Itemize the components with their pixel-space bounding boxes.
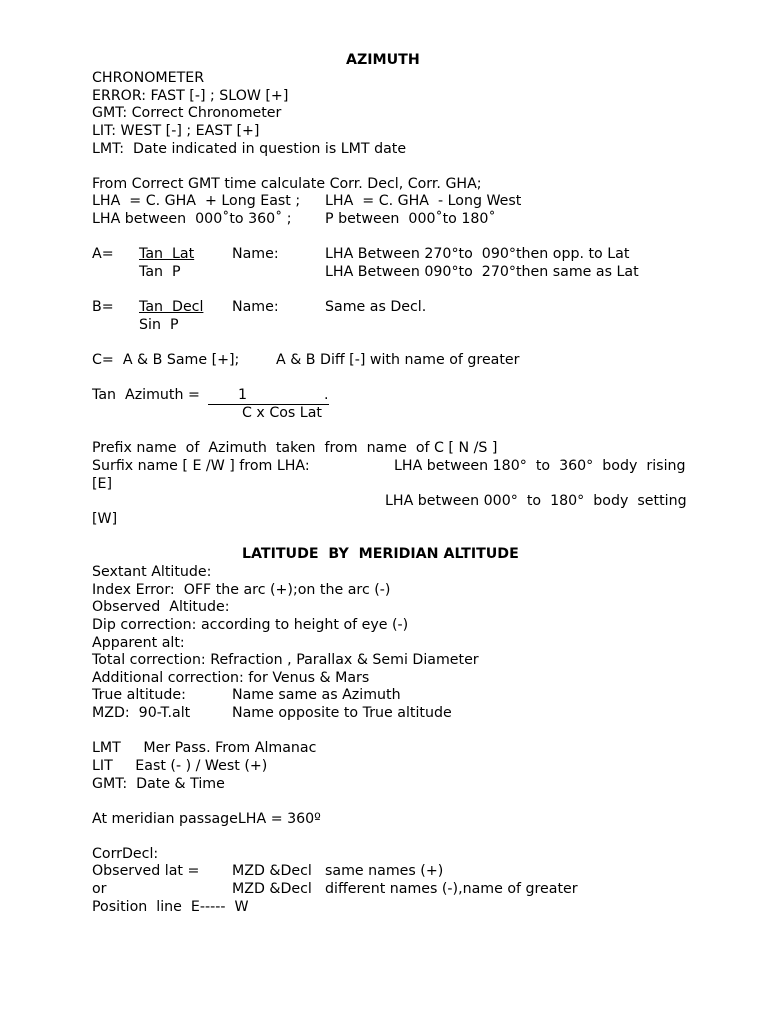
observed-altitude-line: Observed Altitude: — [92, 599, 230, 615]
tan-azimuth-numerator: 1 — [238, 387, 248, 403]
corrdecl-line: CorrDecl: — [92, 846, 159, 862]
a-rule-opposite: LHA Between 270°to 090°then opp. to Lat — [325, 246, 630, 262]
lha-west-formula: LHA = C. GHA - Long West — [325, 193, 522, 209]
b-label: B= — [92, 299, 114, 315]
additional-correction-line: Additional correction: for Venus & Mars — [92, 670, 370, 686]
azimuth-title: AZIMUTH — [346, 52, 420, 68]
lha-rising-line: LHA between 180° to 360° body rising — [394, 458, 686, 474]
same-names-rule: same names (+) — [325, 863, 444, 879]
a-name-label: Name: — [232, 246, 279, 262]
lha-setting-line: LHA between 000° to 180° body setting — [385, 493, 687, 509]
a-denominator: Tan P — [139, 264, 181, 280]
apparent-line: Apparent alt: — [92, 635, 185, 651]
sextant-line: Sextant Altitude: — [92, 564, 212, 580]
observed-lat-label: Observed lat = — [92, 863, 200, 879]
a-numerator: Tan Lat — [139, 246, 195, 262]
prefix-line: Prefix name of Azimuth taken from name of C [ N /S ] — [92, 440, 498, 456]
lit-line: LIT: WEST [-] ; EAST [+] — [92, 123, 260, 139]
mzd-decl-different: MZD &Decl — [232, 881, 312, 897]
lmt-line: LMT: Date indicated in question is LMT date — [92, 141, 407, 157]
total-correction-line: Total correction: Refraction , Parallax & Semi Diameter — [92, 652, 479, 668]
gmt-line: GMT: Correct Chronometer — [92, 105, 282, 121]
latitude-title: LATITUDE BY MERIDIAN ALTITUDE — [242, 546, 519, 562]
mzd-decl-same: MZD &Decl — [232, 863, 312, 879]
dip-line: Dip correction: according to height of eye (-) — [92, 617, 409, 633]
lit-east-west-line: LIT East (- ) / West (+) — [92, 758, 268, 774]
b-rule: Same as Decl. — [325, 299, 427, 315]
surfix-line: Surfix name [ E /W ] from LHA: — [92, 458, 310, 474]
c-same-rule: C= A & B Same [+]; — [92, 352, 240, 368]
b-numerator: Tan Decl — [139, 299, 204, 315]
from-correct-line: From Correct GMT time calculate Corr. Decl, Corr. GHA; — [92, 176, 482, 192]
lha-east-formula: LHA = C. GHA + Long East ; — [92, 193, 301, 209]
chronometer-line: CHRONOMETER — [92, 70, 205, 86]
lmt-mer-pass-line: LMT Mer Pass. From Almanac — [92, 740, 317, 756]
a-label: A= — [92, 246, 114, 262]
meridian-passage-line: At meridian passageLHA = 360º — [92, 811, 321, 827]
e-bracket: [E] — [92, 476, 113, 492]
tan-azimuth-denominator: C x Cos Lat — [242, 405, 322, 421]
p-between-range: P between 000˚to 180˚ — [325, 211, 496, 227]
b-name-label: Name: — [232, 299, 279, 315]
tan-azimuth-dot: . — [324, 387, 329, 403]
lha-between-range: LHA between 000˚to 360˚ ; — [92, 211, 292, 227]
c-diff-rule: A & B Diff [-] with name of greater — [276, 352, 520, 368]
true-altitude-rule: Name same as Azimuth — [232, 687, 401, 703]
w-bracket: [W] — [92, 511, 118, 527]
a-rule-same: LHA Between 090°to 270°then same as Lat — [325, 264, 639, 280]
true-altitude-label: True altitude: — [92, 687, 186, 703]
error-line: ERROR: FAST [-] ; SLOW [+] — [92, 88, 289, 104]
mzd-rule: Name opposite to True altitude — [232, 705, 452, 721]
or-label: or — [92, 881, 107, 897]
position-line: Position line E----- W — [92, 899, 249, 915]
tan-azimuth-label: Tan Azimuth = — [92, 387, 200, 403]
mzd-label: MZD: 90-T.alt — [92, 705, 191, 721]
gmt-date-time-line: GMT: Date & Time — [92, 776, 225, 792]
different-names-rule: different names (-),name of greater — [325, 881, 578, 897]
index-error-line: Index Error: OFF the arc (+);on the arc (-) — [92, 582, 391, 598]
b-denominator: Sin P — [139, 317, 179, 333]
